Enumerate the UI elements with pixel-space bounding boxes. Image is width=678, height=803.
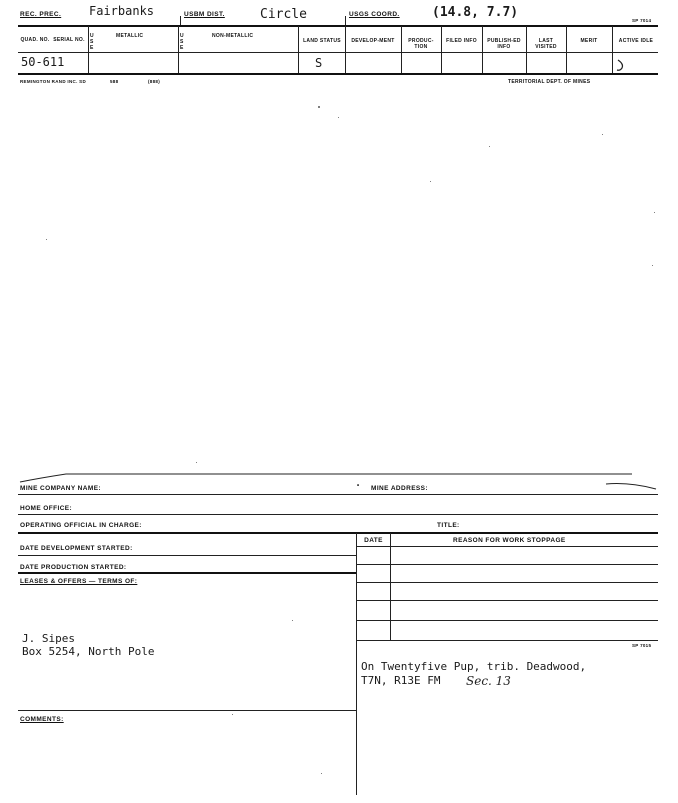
printer-credit: REMINGTON RAND INC. SD: [20, 79, 87, 84]
speck: [602, 134, 603, 135]
speck: [232, 714, 233, 715]
home-office-label: HOME OFFICE:: [20, 505, 73, 512]
rule: [18, 494, 658, 495]
speck: [196, 462, 197, 463]
rule: [18, 514, 658, 515]
production-header: PRODUC-TION: [408, 38, 434, 50]
leases-label: LEASES & OFFERS — TERMS OF:: [20, 578, 138, 585]
metallic-header: METALLIC: [116, 33, 144, 39]
column-divider: [612, 26, 613, 73]
bottom-rule: [18, 73, 658, 75]
owner-address: Box 5254, North Pole: [22, 645, 155, 658]
column-divider: [298, 26, 299, 73]
column-divider: [88, 26, 89, 73]
date-column-divider: [390, 533, 391, 640]
form-number-2: SP 7015: [632, 643, 652, 648]
speck: [430, 181, 431, 182]
top-rule: [18, 25, 658, 27]
rule: [356, 546, 658, 547]
speck: [46, 239, 47, 240]
speck: [321, 773, 322, 774]
serial-no-header: SERIAL NO.: [53, 37, 85, 43]
column-divider: [401, 26, 402, 73]
form-number: SP 7014: [632, 18, 652, 23]
column-divider: [441, 26, 442, 73]
stoppage-reason-header: REASON FOR WORK STOPPAGE: [453, 537, 566, 544]
printer-code: 588: [110, 79, 119, 84]
location-line-2: T7N, R13E FM: [361, 674, 441, 687]
usbm-dist-label: USBM DIST.: [184, 11, 225, 18]
stoppage-date-header: DATE: [364, 537, 383, 544]
mine-address-label: MINE ADDRESS:: [371, 485, 428, 492]
rule: [18, 555, 356, 556]
stoppage-row-rule: [356, 600, 658, 601]
active-idle-header: ACTIVE IDLE: [618, 38, 654, 44]
column-divider: [526, 26, 527, 73]
speck: [338, 117, 339, 118]
location-line-1: On Twentyfive Pup, trib. Deadwood,: [361, 660, 587, 673]
use-code-header: U S E: [180, 33, 184, 51]
rec-prec-value: Fairbanks: [89, 4, 155, 18]
stoppage-row-rule: [356, 640, 658, 641]
owner-name: J. Sipes: [22, 632, 75, 645]
quad-serial-value: 50-611: [21, 55, 65, 69]
stoppage-row-rule: [356, 620, 658, 621]
title-label: TITLE:: [437, 522, 460, 529]
header-rule: [18, 52, 658, 53]
column-divider: [178, 26, 179, 73]
quad-no-header: QUAD. NO.: [20, 37, 50, 43]
date-development-label: DATE DEVELOPMENT STARTED:: [20, 545, 133, 552]
usbm-dist-value: Circle: [260, 7, 307, 22]
department-name: TERRITORIAL DEPT. OF MINES: [508, 79, 591, 85]
non-metallic-header: NON-METALLIC: [212, 33, 254, 39]
mine-company-name-label: MINE COMPANY NAME:: [20, 485, 101, 492]
usgs-coord-value: (14.8, 7.7): [432, 5, 519, 20]
bullet: •: [357, 483, 360, 489]
speck: [654, 212, 655, 213]
merit-header: MERIT: [580, 38, 598, 44]
usgs-coord-label: USGS COORD.: [349, 11, 400, 18]
development-header: DEVELOP-MENT: [351, 38, 395, 44]
land-status-value: S: [315, 56, 323, 70]
location-handwritten: Sec. 13: [466, 674, 511, 688]
check-mark-icon: [614, 56, 634, 74]
operating-official-label: OPERATING OFFICIAL IN CHARGE:: [20, 522, 142, 529]
use-code-header: U S E: [90, 33, 94, 51]
speck: [652, 265, 653, 266]
rule: [18, 532, 658, 534]
column-divider: [482, 26, 483, 73]
published-info-header: PUBLISH-ED INFO: [487, 38, 521, 50]
speck: [489, 146, 490, 147]
column-divider: [566, 26, 567, 73]
speck: [292, 620, 293, 621]
stoppage-row-rule: [356, 582, 658, 583]
printer-code: (888): [148, 79, 161, 84]
center-divider: [356, 533, 357, 795]
column-divider: [345, 26, 346, 73]
rec-prec-label: REC. PREC.: [20, 11, 62, 18]
rule: [18, 710, 356, 711]
land-status-header: LAND STATUS: [303, 38, 341, 44]
comments-label: COMMENTS:: [20, 716, 64, 723]
date-production-label: DATE PRODUCTION STARTED:: [20, 564, 127, 571]
last-visited-header: LAST VISITED: [535, 38, 557, 50]
stoppage-row-rule: [356, 564, 658, 565]
rule: [18, 572, 356, 574]
speck: [318, 106, 320, 108]
filed-info-header: FILED INFO: [446, 38, 477, 44]
